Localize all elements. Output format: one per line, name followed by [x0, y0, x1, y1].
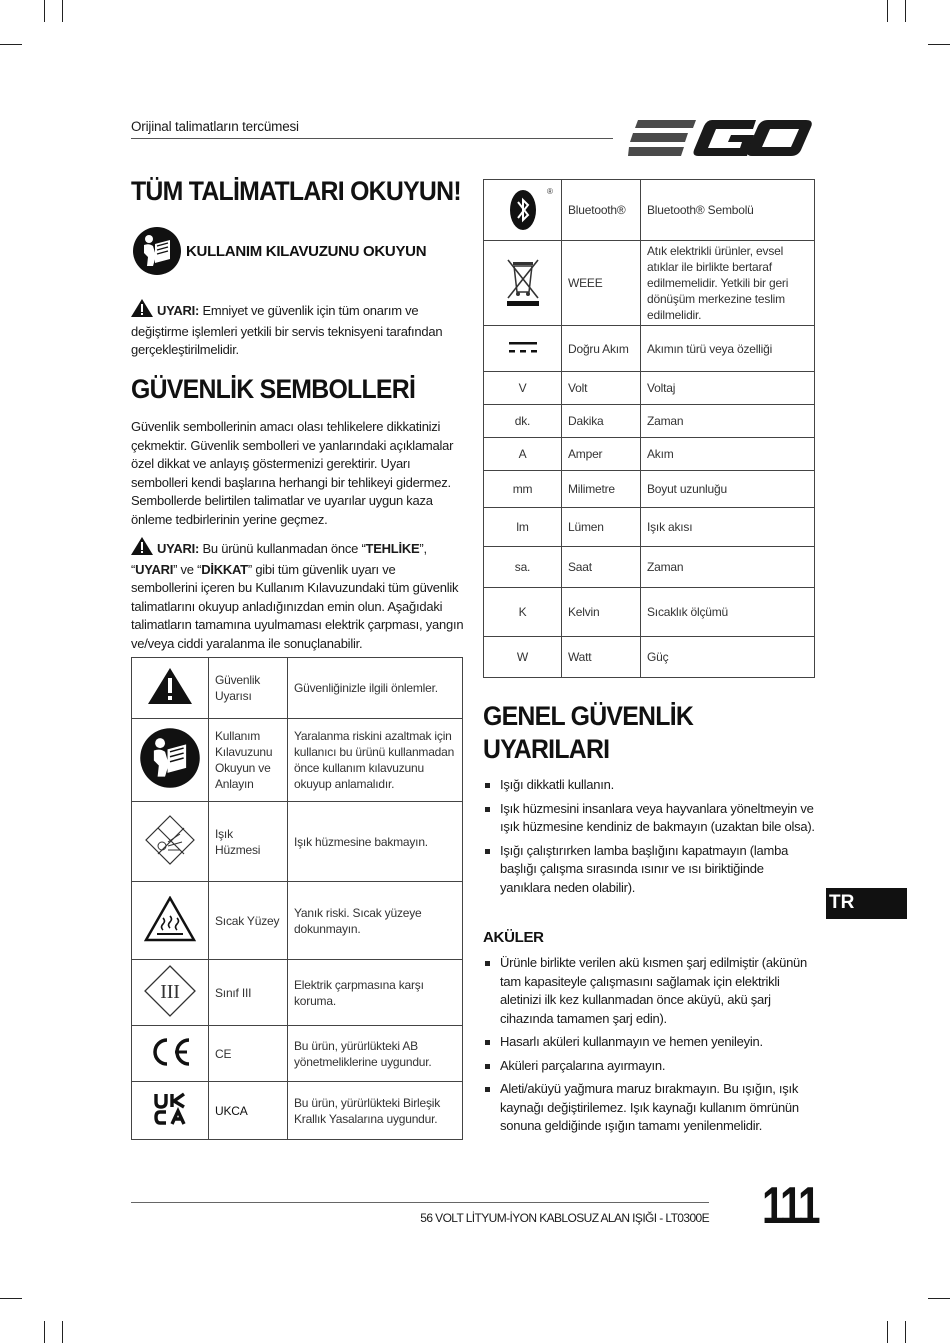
svg-text:III: III	[160, 980, 180, 1003]
table-row	[484, 637, 815, 678]
symbol-name: Milimetre	[562, 471, 641, 508]
crop-mark	[928, 44, 950, 45]
batteries-list	[483, 954, 815, 1141]
unit-symbol: A	[484, 438, 562, 471]
list-item: Işık hüzmesini insanlara veya hayvanlara yöneltmeyin ve ışık hüzmesine kendiniz de bakmayın (uzaktan bile olsa).	[483, 800, 815, 837]
symbol-description: Bu ürün, yürürlükteki AB yönetmeliklerine uygundur.	[288, 1026, 463, 1082]
footer-rule	[131, 1202, 709, 1203]
symbol-cell	[132, 658, 209, 719]
symbol-name: CE	[209, 1026, 288, 1082]
symbol-name: Amper	[562, 438, 641, 471]
symbol-description: Voltaj	[641, 372, 815, 405]
table-row	[484, 372, 815, 405]
ukca-mark-icon	[153, 1092, 187, 1126]
read-manual-label: KULLANIM KILAVUZUNU OKUYUN	[186, 243, 427, 260]
warning-text: ” ve “	[173, 561, 202, 577]
crop-mark	[0, 1298, 22, 1299]
symbol-name: Kullanım Kılavuzunu Okuyun ve Anlayın	[209, 719, 288, 802]
safety-symbols-table	[131, 657, 463, 1140]
symbol-description: Sıcaklık ölçümü	[641, 588, 815, 637]
symbol-name: Saat	[562, 547, 641, 588]
title-line: GENEL GÜVENLİK	[483, 701, 694, 731]
warning-icon	[131, 299, 153, 323]
list-item: Ürünle birlikte verilen akü kısmen şarj edilmiştir (akünün tam kapasiteyle çalışmasını sağlamak için elektrikli aletinizi ilk kez kullanmadan önce aküyü, akü şarj cihazında tamamen şarj edin).	[483, 954, 815, 1028]
units-symbols-table	[483, 179, 815, 678]
symbol-name: Kelvin	[562, 588, 641, 637]
symbol-cell	[132, 960, 209, 1026]
symbol-description: Güç	[641, 637, 815, 678]
no-stare-beam-icon	[144, 814, 196, 866]
symbol-name: Sıcak Yüzey	[209, 882, 288, 960]
crop-mark	[62, 1321, 63, 1343]
unit-symbol: dk.	[484, 405, 562, 438]
table-row	[132, 1026, 463, 1082]
warning-icon	[131, 537, 153, 561]
danger-term: TEHLİKE	[365, 541, 420, 556]
symbol-name: Bluetooth®	[562, 180, 641, 241]
table-row	[132, 802, 463, 882]
symbol-description: Yaralanma riskini azaltmak için kullanıcı bu ürünü kullanmadan önce kullanım kılavuzunu okuyup anlamalıdır.	[288, 719, 463, 802]
crop-mark	[44, 0, 45, 22]
list-item: Işığı çalıştırırken lamba başlığını kapatmayın (lamba başlığı çalışma sırasında ısınır ve ısı biriktiğinde yanıklara neden olabilir).	[483, 842, 815, 898]
crop-mark	[887, 0, 888, 22]
warning-label: UYARI:	[157, 541, 200, 556]
table-row	[484, 547, 815, 588]
table-row	[132, 960, 463, 1026]
unit-symbol: W	[484, 637, 562, 678]
symbol-description: Işık akısı	[641, 508, 815, 547]
weee-bin-icon	[503, 254, 543, 308]
symbol-cell	[132, 1082, 209, 1140]
general-safety-list	[483, 776, 815, 902]
table-row	[484, 180, 815, 241]
warning-term: UYARI	[135, 561, 174, 577]
symbol-description: Atık elektrikli ürünler, evsel atıklar ile birlikte bertaraf edilmemelidir. Yetkili bir geri dönüşüm merkezine teslim edilmelidir.	[641, 241, 815, 326]
symbol-description: Akımın türü veya özelliği	[641, 326, 815, 372]
unit-symbol: V	[484, 372, 562, 405]
symbol-name: Doğru Akım	[562, 326, 641, 372]
ce-mark-icon	[148, 1037, 192, 1067]
unit-symbol: sa.	[484, 547, 562, 588]
usage-warning	[131, 537, 465, 653]
list-item: Işığı dikkatli kullanın.	[483, 776, 815, 795]
read-manual-icon	[132, 226, 182, 276]
table-row	[484, 241, 815, 326]
table-row	[484, 508, 815, 547]
symbol-description: Güvenliğinizle ilgili önlemler.	[288, 658, 463, 719]
warning-text: Emniyet ve güvenlik için tüm onarım ve değiştirme işlemleri yetkili bir servis teknisyeni tarafından gerçekleştirilmelidir.	[131, 303, 443, 357]
symbol-name: Lümen	[562, 508, 641, 547]
unit-symbol: lm	[484, 508, 562, 547]
hot-surface-icon	[144, 896, 196, 942]
language-tab: TR	[826, 888, 907, 919]
product-name: 56 VOLT LİTYUM-İYON KABLOSUZ ALAN IŞIĞI - LT0300E	[420, 1211, 709, 1225]
header-rule	[131, 138, 613, 139]
title-line: UYARILARI	[483, 734, 610, 764]
read-manual-icon	[139, 727, 201, 789]
warning-icon	[147, 667, 193, 705]
crop-mark	[928, 1298, 950, 1299]
safety-symbols-title: GÜVENLİK SEMBOLLERİ	[131, 374, 416, 404]
table-row	[484, 405, 815, 438]
service-warning	[131, 299, 461, 360]
page-number: 111	[762, 1177, 819, 1235]
direct-current-icon	[507, 336, 539, 358]
symbol-name: Sınıf III	[209, 960, 288, 1026]
symbol-cell	[132, 719, 209, 802]
symbol-name: UKCA	[209, 1082, 288, 1140]
symbol-description: Boyut uzunluğu	[641, 471, 815, 508]
caution-term: DİKKAT	[201, 561, 248, 577]
crop-mark	[62, 0, 63, 22]
list-item: Hasarlı aküleri kullanmayın ve hemen yenileyin.	[483, 1033, 815, 1052]
crop-mark	[44, 1321, 45, 1343]
symbol-cell	[484, 241, 562, 326]
list-item: Aküleri parçalarına ayırmayın.	[483, 1057, 815, 1076]
crop-mark	[0, 44, 22, 45]
list-item: Aleti/aküyü yağmura maruz bırakmayın. Bu ışığın, ışık kaynağı değiştirilemez. Işık kaynağı kullanım ömrünün sonuna geldiğinde ışığın tamamı yenilenmelidir.	[483, 1080, 815, 1136]
symbol-description: Elektrik çarpmasına karşı koruma.	[288, 960, 463, 1026]
ego-logo	[628, 118, 812, 158]
svg-text:®: ®	[546, 187, 553, 196]
table-row	[132, 882, 463, 960]
table-row	[484, 588, 815, 637]
symbol-cell	[132, 802, 209, 882]
table-row	[132, 658, 463, 719]
symbol-name: Watt	[562, 637, 641, 678]
document-subtitle: Orijinal talimatların tercümesi	[131, 119, 299, 134]
table-row	[132, 719, 463, 802]
crop-mark	[905, 0, 906, 22]
symbol-name: Dakika	[562, 405, 641, 438]
table-row	[484, 471, 815, 508]
warning-text: Bu ürünü kullanmadan önce “	[199, 541, 366, 556]
symbol-description: Zaman	[641, 547, 815, 588]
warning-text: ”, “	[131, 541, 427, 577]
warning-label: UYARI:	[157, 303, 200, 318]
bluetooth-icon	[493, 182, 553, 234]
symbol-description: Işık hüzmesine bakmayın.	[288, 802, 463, 882]
symbol-cell	[484, 180, 562, 241]
symbol-description: Bu ürün, yürürlükteki Birleşik Krallık Yasalarına uygundur.	[288, 1082, 463, 1140]
symbol-description: Yanık riski. Sıcak yüzeye dokunmayın.	[288, 882, 463, 960]
warning-text: ” gibi tüm güvenlik uyarı ve sembollerini içeren bu Kullanım Kılavuzundaki tüm güvenlik talimatlarını okuyup anladığınızdan emin olun. Aşağıdaki talimatların tamamına uyulmaması elektrik çarpması, yangın ve/veya ciddi yaralanma ile sonuçlanabilir.	[131, 561, 464, 651]
safety-symbols-intro: Güvenlik sembollerinin amacı olası tehlikelere dikkatinizi çekmektir. Güvenlik sembolleri ve yanlarındaki açıklamalar özel dikkat ve anlayış göstermenizi gerektirir. Uyarı sembolleri kendi başlarına herhangi bir tehlikeyi gidermez. Sembollerde belirtilen talimatlar ve uyarılar uygun kaza önleme tedbirlerinin yerine geçmez.	[131, 419, 454, 527]
unit-symbol: K	[484, 588, 562, 637]
symbol-cell	[484, 326, 562, 372]
symbol-cell	[132, 882, 209, 960]
table-row	[484, 438, 815, 471]
unit-symbol: mm	[484, 471, 562, 508]
batteries-title: AKÜLER	[483, 929, 544, 946]
table-row	[484, 326, 815, 372]
crop-mark	[887, 1321, 888, 1343]
symbol-description: Zaman	[641, 405, 815, 438]
symbol-name: Güvenlik Uyarısı	[209, 658, 288, 719]
class-iii-icon	[143, 964, 197, 1018]
table-row	[132, 1082, 463, 1140]
general-safety-title	[483, 700, 693, 766]
symbol-name: Volt	[562, 372, 641, 405]
symbol-cell	[132, 1026, 209, 1082]
crop-mark	[905, 1321, 906, 1343]
symbol-description: Bluetooth® Sembolü	[641, 180, 815, 241]
symbol-description: Akım	[641, 438, 815, 471]
symbol-name: WEEE	[562, 241, 641, 326]
symbol-name: Işık Hüzmesi	[209, 802, 288, 882]
read-all-instructions-title: TÜM TALİMATLARI OKUYUN!	[131, 176, 461, 206]
